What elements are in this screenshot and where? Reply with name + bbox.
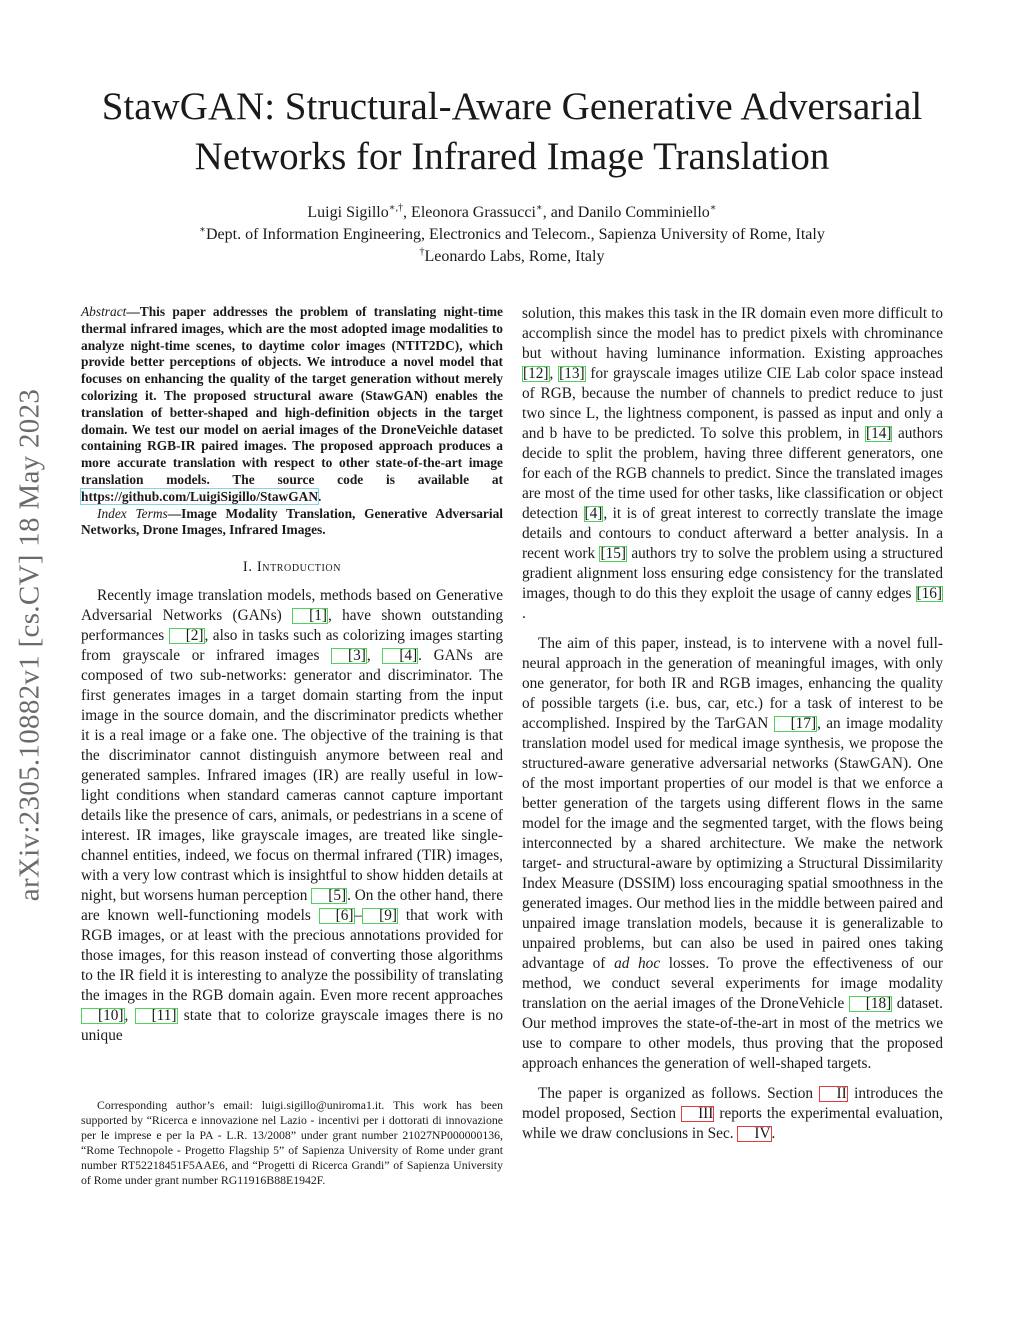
author-list (100, 202, 924, 224)
intro-paragraph-1 (81, 586, 503, 1046)
abstract (81, 304, 503, 506)
section-link[interactable]: II (819, 1086, 847, 1102)
citation-link[interactable]: [11] (135, 1008, 178, 1024)
text-run: losses. To prove the effectiveness of our method, we conduct several experiments for image modality translation on the aerial images of the DroneVehicle (522, 955, 943, 1012)
text-run: , (366, 647, 383, 665)
text-run: authors try to solve the problem using a structured gradient alignment loss ensuring edge consistency for the translated images, though to do this they exploit the usage of canny edges (522, 545, 943, 602)
affiliation-1 (100, 224, 924, 246)
author-mark: ∗ (709, 202, 717, 214)
text-run: , (124, 1007, 135, 1025)
abstract-label: Abstract (81, 304, 127, 319)
footnote: Corresponding author’s email: luigi.sigillo@uniroma1.it. This work has been supported by “Ricerca e innovazione nel Lazio - incentivi per i dottorati di innovazione per le imprese e per la PA - L.R. 13/2008” under grant number 21027NP000000136, “Rome Technopole - Progetto Flagship 5” of Sapienza University of Rome under grant number RT52218451F5AAE6, and “Progetti di Ricerca Grandi” of Sapienza University of Rome under grant number RG11916B88E1942F. (81, 1098, 503, 1187)
arxiv-identifier (4, 345, 56, 945)
text-run: dataset. Our method improves the state-of-the-art in most of the metrics we use to compare to other models, thus proving that the proposed approach enhances the generation of well-shaped targets. (522, 995, 944, 1072)
section-link[interactable]: IV (737, 1126, 771, 1142)
author-name: Luigi Sigillo (307, 204, 389, 221)
text-run: The aim of this paper, instead, is to intervene with a novel full-neural approach in the generation of meaningful images, with only one generator, for both IR and RGB images, enhancing the quality of possible targets (i.e. bus, car, etc.) for a task of interest to be accomplished. Inspired by the TarGAN (522, 635, 943, 732)
author-name: , Eleonora Grassucci (403, 204, 536, 221)
text-run: . GANs are composed of two sub-networks: generator and discriminator. The first generates images in a target domain starting from the input image in the source domain, and the discriminator predicts whether it is a real image or a fake one. The objective of the training is that the discriminator cannot distinguish anymore between real and generated samples. Infrared images (IR) are really useful in low-light conditions when standard cameras cannot capture important details like the presence of cars, animals, or pedestrians in a scene of interest. IR images, like grayscale images, are treated like single-channel entities, indeed, we focus on thermal infrared (TIR) images, with a very low contrast which is insightful to show hidden details at night, but worsens human perception (81, 647, 503, 905)
index-terms (81, 506, 503, 540)
text-run: solution, this makes this task in the IR domain even more difficult to accomplish since the model has to predict pixels with chrominance but without having luminance information. Existing approaches (522, 305, 943, 362)
text-run: – (354, 907, 363, 925)
source-code-link[interactable]: https://github.com/LuigiSigillo/StawGAN (81, 488, 318, 504)
section-link[interactable]: III (681, 1106, 714, 1122)
citation-link[interactable]: [3] (331, 648, 367, 664)
citation-link[interactable]: [10] (81, 1008, 125, 1024)
text-run: introduces the model proposed, Section (522, 1085, 943, 1122)
right-column (522, 304, 943, 1144)
text-run: , it is of great interest to correctly translate the image details and contours to conduct afterward a better analysis. In a recent work (522, 505, 943, 562)
text-run: , an image modality translation model used for medical image synthesis, we propose the structured-aware generative adversarial networks (StawGAN). One of the most important properties of our model is that we enforce a better generation of the targets using different flows in the same model for the image and the segmented target, with the flows being interconnected by a shared architecture. We make the network target- and structural-aware by optimizing a Structural Dissimilarity Index Measure (DSSIM) loss encouraging spatial smoothness in the generated images. Our method lies in the middle between paired and unpaired image translation models, because it is generalizable to unpaired problems, but can also be used in paired ones taking advantage of (522, 715, 944, 972)
section-title: Introduction (256, 559, 342, 576)
index-terms-label: Index Terms (97, 505, 168, 521)
text-run: state that to colorize grayscale images there is no unique (81, 1007, 503, 1045)
author-block (100, 202, 924, 268)
text-run: . (522, 605, 526, 622)
author-name: , and Danilo Comminiello (542, 204, 710, 221)
citation-link[interactable]: [6] (319, 908, 355, 924)
arxiv-identifier-text: arXiv:2305.10882v1 [cs.CV] 18 May 2023 (13, 388, 46, 902)
citation-link[interactable]: [13] (559, 365, 585, 382)
affiliation-text: Dept. of Information Engineering, Electronics and Telecom., Sapienza University of Rome, Italy (205, 226, 825, 243)
citation-link[interactable]: [12] (523, 365, 549, 382)
citation-link[interactable]: [4] (382, 648, 418, 664)
citation-link[interactable]: [4] (584, 505, 603, 522)
citation-link[interactable]: [14] (865, 425, 892, 442)
text-run: authors decide to split the problem, having three different generators, one for each of the RGB channels to predict. Since the translated images are most of the time used for other tasks, like classification or object detection (522, 425, 944, 522)
text-run: reports the experimental evaluation, while we draw conclusions in Sec. (522, 1105, 943, 1142)
text-run: , also in tasks such as colorizing images starting from grayscale or infrared images (81, 627, 504, 665)
intro-paragraph-3 (522, 1084, 943, 1144)
text-run: . On the other hand, there are known well-functioning models (81, 887, 503, 925)
citation-link[interactable]: [1] (292, 608, 328, 624)
citation-link[interactable]: [2] (169, 628, 205, 644)
index-terms-text: —Image Modality Translation, Generative Adversarial Networks, Drone Images, Infrared Images. (81, 505, 503, 538)
citation-link[interactable]: [15] (600, 545, 626, 562)
citation-link[interactable]: [5] (311, 888, 347, 904)
emphasis-text: ad hoc (614, 955, 661, 972)
text-run: that work with RGB images, or at least with the precious annotations provided for those images, for this reason instead of converting those algorithms to the IR field it is interesting to analyze the possibility of translating the images in the RGB domain again. Even more recent approaches (81, 907, 503, 1005)
citation-link[interactable]: [9] (362, 908, 398, 924)
text-run: for grayscale images utilize CIE Lab color space instead of RGB, because the number of channels to predict reduce to just two since L, the lightness component, is passed as input and only a and b have to be predicted. To solve this problem, in (522, 365, 944, 442)
abstract-text: —This paper addresses the problem of translating night-time thermal infrared images, which are the most adopted image modalities to analyze night-time scenes, to daytime color images (NTIT2DC), which provide better perceptions of objects. We introduce a novel model that focuses on enhancing the quality of the target generation without merely colorizing it. The proposed structural aware (StawGAN) enables the translation of better-shaped and high-definition objects in the target domain. We test our model on aerial images of the DroneVeichle dataset containing RGB-IR paired images. The proposed approach produces a more accurate translation with respect to other state-of-the-art image translation models. The source code is available at (81, 304, 503, 487)
affiliation-text: Leonardo Labs, Rome, Italy (424, 248, 605, 265)
text-run: Recently image translation models, methods based on Generative Adversarial Networks (GANs) (81, 587, 503, 625)
text-run: , (549, 365, 559, 382)
section-number: I. (242, 559, 257, 576)
citation-link[interactable]: [16] (916, 585, 942, 602)
paper-title: StawGAN: Structural-Aware Generative Adversarial Networks for Infrared Image Translation (101, 85, 923, 178)
affiliation-mark: † (419, 246, 425, 258)
left-column (81, 304, 503, 1046)
citation-link[interactable]: [17] (774, 716, 818, 732)
citation-link[interactable]: [18] (849, 996, 893, 1012)
affiliation-mark: ∗ (199, 224, 206, 236)
author-mark: ∗ (535, 202, 543, 214)
abstract-end: . (317, 488, 322, 504)
intro-paragraph-2 (522, 634, 943, 1074)
affiliation-2 (100, 246, 924, 268)
section-heading-introduction (81, 559, 503, 576)
intro-paragraph-1-continued (522, 304, 943, 624)
author-mark: ∗,† (388, 202, 404, 214)
text-run: . (771, 1125, 776, 1142)
text-run: , have shown outstanding performances (81, 607, 503, 645)
text-run: The paper is organized as follows. Section (538, 1085, 820, 1102)
